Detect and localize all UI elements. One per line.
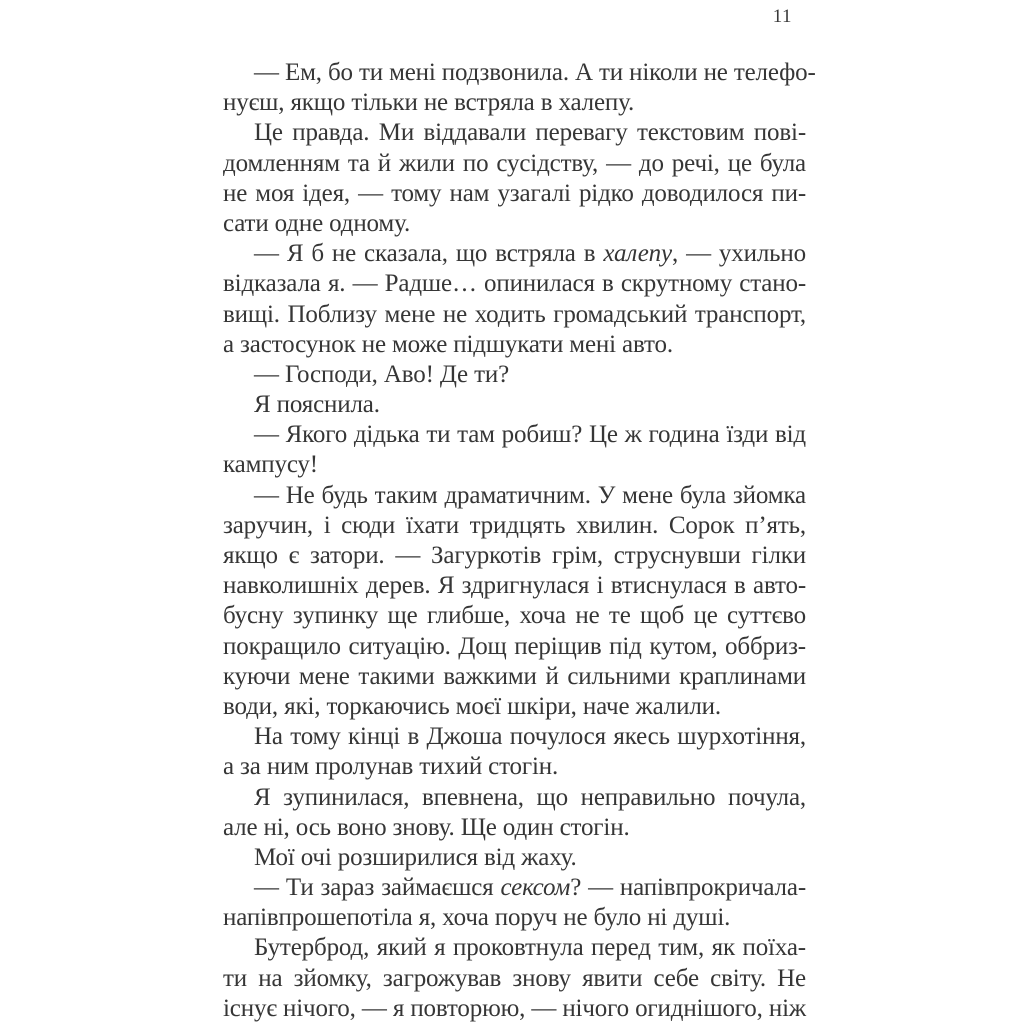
text-segment: бусну зупинку ще глибше, хоча не те щоб це суттєво — [223, 602, 806, 630]
text-line — [223, 179, 806, 209]
text-line — [223, 722, 806, 752]
text-line — [223, 118, 806, 148]
text-line — [223, 420, 806, 450]
text-segment: відказала я. — Радше… опинилася в скрутному стано- — [223, 270, 806, 298]
text-line — [223, 239, 806, 269]
text-line — [223, 149, 806, 179]
text-segment: не моя ідея, — тому нам узагалі рідко доводилося пи- — [223, 179, 806, 207]
text-line — [223, 903, 806, 933]
text-segment: заручин, і сюди їхати тридцять хвилин. Сорок п’ять, — [223, 511, 806, 539]
text-segment: Бутерброд, який я проковтнула перед тим, як поїха- — [254, 934, 806, 962]
text-line — [223, 58, 816, 88]
text-segment: напівпрошепотіла я, хоча поруч не було ні душі. — [223, 904, 731, 932]
text-line — [223, 662, 806, 692]
text-line — [223, 843, 806, 873]
text-segment: існує нічого, — я повторюю, — нічого огиднішого, ніж — [223, 994, 806, 1022]
text-segment: На тому кінці в Джоша почулося якесь шурхотіння, — [254, 723, 806, 751]
text-line — [223, 783, 806, 813]
text-segment: сати одне одному. — [223, 209, 411, 237]
text-segment: води, які, торкаючись моєї шкіри, наче жалили. — [223, 692, 721, 720]
text-segment: а за ним пролунав тихий стогін. — [223, 753, 559, 781]
text-line — [223, 390, 806, 420]
text-line — [223, 541, 806, 571]
text-line — [223, 632, 806, 662]
text-segment: нуєш, якщо тільки не встряла в халепу. — [223, 89, 635, 117]
text-line — [223, 571, 806, 601]
text-line — [223, 450, 806, 480]
page-number: 11 — [772, 6, 792, 27]
text-line — [223, 692, 806, 722]
text-segment: Я зупинилася, впевнена, що неправильно почула, — [254, 783, 806, 811]
text-line — [223, 88, 806, 118]
text-line — [223, 209, 806, 239]
text-line — [223, 752, 806, 782]
text-segment: домленням та й жили по сусідству, — до речі, це була — [223, 149, 806, 177]
text-segment: Я пояснила. — [254, 391, 380, 419]
text-segment: кампусу! — [223, 451, 318, 479]
text-segment: — Не будь таким драматичним. У мене була зйомка — [254, 481, 806, 509]
text-block — [223, 58, 816, 1024]
text-segment: навколишніх дерев. Я здригнулася і втиснулася в авто- — [223, 572, 806, 600]
text-segment: якщо є затори. — Загуркотів грім, струснувши гілки — [223, 542, 806, 569]
text-segment: — Господи, Аво! Де ти? — [254, 360, 510, 388]
text-line — [223, 481, 806, 511]
text-line — [223, 360, 806, 390]
text-segment: — Я б не сказала, що встряла в — [254, 240, 604, 268]
text-segment: а застосунок не може підшукати мені авто. — [223, 330, 673, 358]
text-line — [223, 300, 806, 330]
text-line — [223, 933, 806, 963]
text-segment: ти на зйомку, загрожував знову явити себе світу. Не — [223, 964, 806, 992]
text-segment: — Ти зараз займаєшся — [254, 874, 501, 902]
text-segment: але ні, ось воно знову. Ще один стогін. — [223, 813, 630, 841]
text-segment: — Ем, бо ти мені подзвонила. А ти ніколи не телефо- — [254, 59, 816, 86]
text-segment: куючи мене такими важкими й сильними краплинами — [223, 662, 806, 690]
text-line — [223, 873, 806, 903]
italic-text-segment: халепу — [603, 240, 672, 268]
text-line — [223, 964, 806, 994]
text-line — [223, 601, 806, 631]
italic-text-segment: сексом — [500, 874, 571, 902]
text-line — [223, 994, 806, 1024]
text-segment: , — ухильно — [671, 240, 806, 268]
text-line — [223, 813, 806, 843]
text-segment: Мої очі розширилися від жаху. — [254, 843, 577, 871]
text-segment: вищі. Поблизу мене не ходить громадський транспорт, — [223, 300, 806, 328]
text-segment: ? — напівпрокричала- — [570, 874, 806, 902]
text-line — [223, 511, 806, 541]
text-segment: Це правда. Ми віддавали перевагу текстовим пові- — [254, 119, 806, 147]
text-line — [223, 269, 806, 299]
text-line — [223, 330, 806, 360]
text-segment: покращило ситуацію. Дощ періщив під кутом, оббриз- — [223, 632, 806, 660]
text-segment: — Якого дідька ти там робиш? Це ж година їзди від — [254, 421, 806, 449]
